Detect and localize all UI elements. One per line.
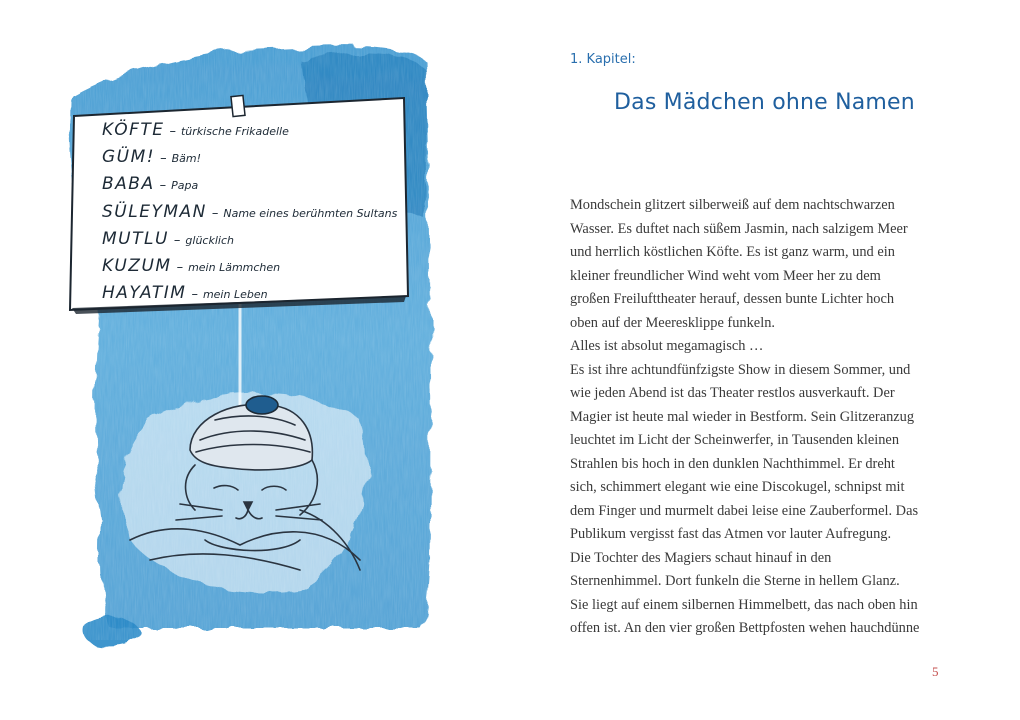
glossary-definition: türkische Frikadelle	[180, 125, 289, 138]
glossary-entry: GÜM! – Bäm!	[102, 147, 202, 167]
glossary-definition: glücklich	[185, 234, 234, 247]
chapter-title: Das Mädchen ohne Namen	[614, 90, 915, 115]
text-line: Die Tochter des Magiers schaut hinauf in den	[570, 549, 832, 566]
text-line: und herrlich köstlichen Köfte. Es ist ganz warm, und ein	[570, 244, 895, 260]
text-line: Mondschein glitzert silberweiß auf dem nachtschwarzen	[570, 197, 895, 213]
glossary-term: SÜLEYMAN	[102, 202, 207, 222]
glossary-definition: Name eines berühmten Sultans	[223, 207, 398, 220]
glossary-entry: BABA – Papa	[102, 174, 199, 194]
glossary-list	[72, 112, 406, 310]
text-line: dem Finger und murmelt dabei leise eine Zauberformel. Das	[570, 502, 919, 519]
glossary-term: BABA	[102, 174, 155, 194]
text-line: Sternenhimmel. Dort funkeln die Sterne in hellem Glanz.	[570, 573, 900, 589]
glossary-definition: Papa	[171, 179, 199, 192]
text-line: Alles ist absolut megamagisch …	[570, 338, 764, 354]
glossary-definition: mein Leben	[202, 288, 268, 301]
glossary-entry: SÜLEYMAN – Name eines berühmten Sultans	[102, 202, 398, 222]
glossary-definition: Bäm!	[171, 152, 202, 165]
glossary-entry: KUZUM – mein Lämmchen	[102, 256, 281, 276]
text-line: leuchtet im Licht der Scheinwerfer, in Tausenden kleinen	[570, 432, 900, 448]
glossary-entry: HAYATIM – mein Leben	[102, 283, 268, 303]
text-line: offen ist. An den vier großen Bettpfosten wehen hauchdünne	[570, 620, 920, 636]
chapter-label: 1. Kapitel:	[570, 52, 636, 67]
glossary-term: HAYATIM	[102, 283, 187, 303]
page-number: 5	[932, 664, 939, 679]
text-line: wie jeden Abend ist das Theater restlos ausverkauft. Der	[570, 385, 895, 401]
text-line: Sie liegt auf einem silbernen Himmelbett, das nach oben hin	[570, 596, 918, 613]
text-line: großen Freilufttheater herauf, dessen bunte Lichter hoch	[570, 291, 895, 307]
glossary-definition: mein Lämmchen	[188, 261, 281, 274]
text-line: Wasser. Es duftet nach süßem Jasmin, nach salzigem Meer	[570, 220, 908, 237]
text-line: Magier ist heute mal wieder in Bestform. Sein Glitzeranzug	[570, 408, 915, 425]
glossary-entry: KÖFTE – türkische Frikadelle	[102, 120, 289, 140]
text-line: kleiner freundlicher Wind weht vom Meer her zu dem	[570, 267, 881, 284]
text-line: Strahlen bis hoch in den dunklen Nachthimmel. Er dreht	[570, 455, 895, 472]
text-line: sich, schimmert elegant wie eine Discokugel, schnipst mit	[570, 479, 905, 495]
glossary-term: KUZUM	[102, 256, 172, 276]
text-line: Es ist ihre achtundfünfzigste Show in diesem Sommer, und	[570, 361, 911, 378]
glossary-entry: MUTLU – glücklich	[102, 229, 234, 249]
glossary-term: KÖFTE	[102, 120, 165, 140]
chapter-body-text	[570, 194, 950, 641]
text-line: oben auf der Meeresklippe funkeln.	[570, 314, 775, 331]
glossary-term: MUTLU	[102, 229, 169, 249]
text-line: Publikum vergisst fast das Atmen vor lauter Aufregung.	[570, 526, 892, 542]
glossary-term: GÜM!	[102, 147, 156, 167]
